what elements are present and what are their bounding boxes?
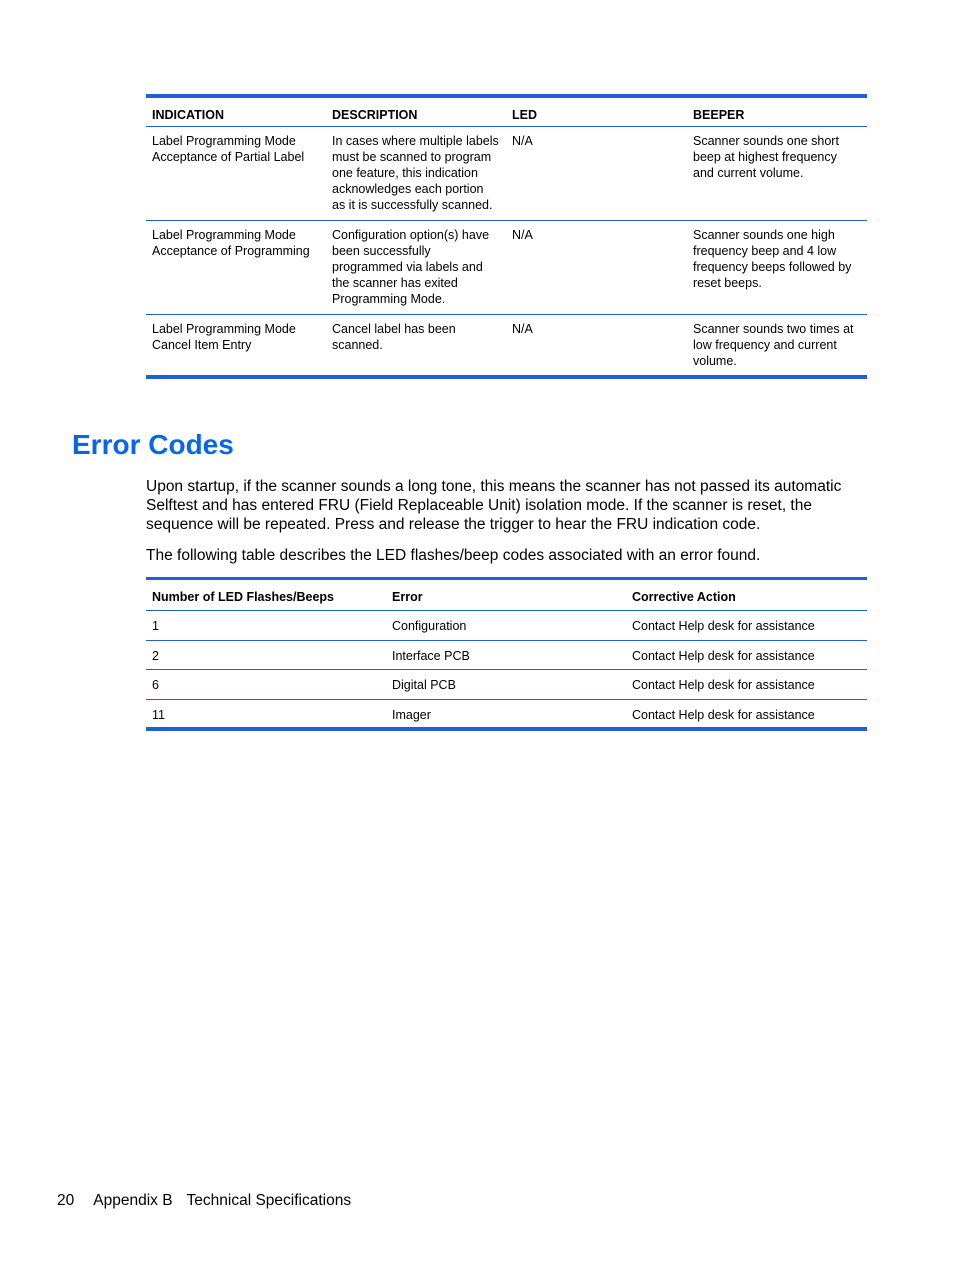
led-cell: N/A bbox=[512, 227, 533, 242]
table-header-row bbox=[146, 96, 867, 126]
table-header-row bbox=[146, 579, 867, 611]
column-header-indication: INDICATION bbox=[152, 108, 224, 122]
error-cell: Interface PCB bbox=[392, 648, 470, 663]
beeper-cell: Scanner sounds one high frequency beep and 4 low frequency beeps followed by reset beeps. bbox=[693, 227, 852, 291]
led-cell: N/A bbox=[512, 321, 533, 336]
flash-count-cell: 11 bbox=[152, 707, 165, 722]
action-cell: Contact Help desk for assistance bbox=[632, 707, 815, 722]
description-cell: Cancel label has been scanned. bbox=[332, 321, 456, 352]
error-codes-table bbox=[146, 577, 867, 731]
column-header-error: Error bbox=[392, 590, 423, 604]
footer-chapter-title: Technical Specifications bbox=[186, 1192, 352, 1209]
flash-count-cell: 1 bbox=[152, 619, 159, 633]
error-cell: Digital PCB bbox=[392, 678, 456, 692]
footer-appendix-label: Appendix B bbox=[93, 1192, 173, 1209]
table-row bbox=[146, 670, 867, 700]
column-header-led: LED bbox=[512, 108, 537, 122]
beeper-cell: Scanner sounds two times at low frequency and current volume. bbox=[693, 321, 854, 368]
intro-paragraph: Upon startup, if the scanner sounds a long tone, this means the scanner has not passed its automatic Selftest and has entered FRU (Field Replaceable Unit) isolation mode. If the scanner is reset, the sequence will be repeated. Press and release the trigger to hear the FRU indication code. bbox=[146, 478, 842, 533]
action-cell: Contact Help desk for assistance bbox=[632, 678, 815, 692]
table-intro-paragraph: The following table describes the LED flashes/beep codes associated with an error found. bbox=[146, 547, 761, 564]
error-cell: Imager bbox=[392, 707, 431, 722]
action-cell: Contact Help desk for assistance bbox=[632, 619, 815, 633]
indication-cell: Label Programming Mode Cancel Item Entry bbox=[152, 321, 296, 352]
table-row bbox=[146, 126, 867, 220]
table-row bbox=[146, 699, 867, 729]
led-indication-table bbox=[146, 94, 867, 379]
description-cell: Configuration option(s) have been successfully programmed via labels and the scanner has exited Programming Mode. bbox=[332, 227, 490, 307]
beeper-cell: Scanner sounds one short beep at highest frequency and current volume. bbox=[693, 133, 839, 180]
section-heading: Error Codes bbox=[72, 429, 234, 460]
table-row bbox=[146, 640, 867, 670]
column-header-description: DESCRIPTION bbox=[332, 108, 418, 122]
column-header-action: Corrective Action bbox=[632, 590, 736, 604]
table-row bbox=[146, 220, 867, 314]
table-row bbox=[146, 314, 867, 377]
page-footer bbox=[57, 1191, 351, 1211]
column-header-flashes: Number of LED Flashes/Beeps bbox=[152, 590, 334, 604]
indication-cell: Label Programming Mode Acceptance of Programming bbox=[152, 227, 310, 258]
flash-count-cell: 2 bbox=[152, 648, 159, 663]
description-cell: In cases where multiple labels must be scanned to program one feature, this indication acknowledges each portion as it is successfully scanned. bbox=[332, 133, 499, 213]
flash-count-cell: 6 bbox=[152, 678, 159, 692]
page-number: 20 bbox=[57, 1192, 75, 1209]
table-row bbox=[146, 611, 867, 641]
action-cell: Contact Help desk for assistance bbox=[632, 648, 815, 663]
led-cell: N/A bbox=[512, 133, 533, 148]
indication-cell: Label Programming Mode Acceptance of Partial Label bbox=[152, 133, 305, 164]
column-header-beeper: BEEPER bbox=[693, 108, 745, 122]
error-cell: Configuration bbox=[392, 619, 467, 633]
